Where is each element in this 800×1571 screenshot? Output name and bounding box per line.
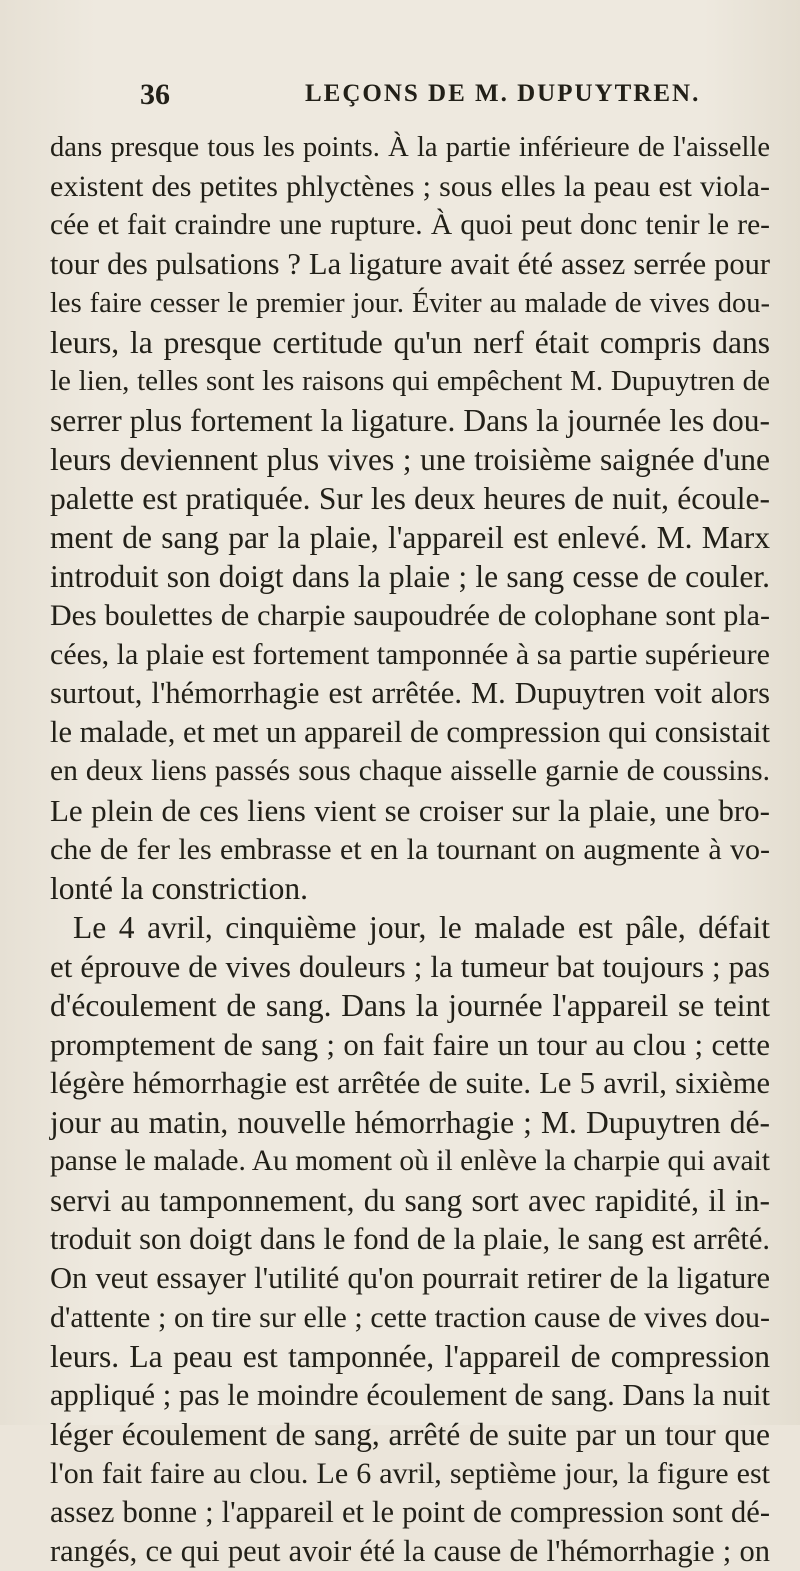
text-line: le lien, telles sont les raisons qui empêchent M. Dupuytren de bbox=[50, 365, 770, 397]
running-head: LEÇONS DE M. DUPUYTREN. bbox=[305, 80, 701, 107]
page-number: 36 bbox=[140, 78, 170, 111]
text-line: d'écoulement de sang. Dans la journée l'appareil se teint bbox=[50, 988, 770, 1023]
text-line: palette est pratiquée. Sur les deux heures de nuit, écoule- bbox=[50, 481, 770, 516]
text-line: assez bonne ; l'appareil et le point de compression sont dé- bbox=[50, 1495, 770, 1529]
page-header bbox=[140, 78, 740, 118]
text-line: tour des pulsations ? La ligature avait été assez serrée pour bbox=[50, 247, 770, 281]
text-line: existent des petites phlyctènes ; sous elles la peau est viola- bbox=[50, 170, 770, 203]
text-line: le malade, et met un appareil de compression qui consistait bbox=[50, 715, 770, 749]
text-line: troduit son doigt dans le fond de la plaie, le sang est arrêté. bbox=[50, 1222, 770, 1256]
text-line: Le 4 avril, cinquième jour, le malade est pâle, défait bbox=[73, 910, 770, 945]
text-line: promptement de sang ; on fait faire un tour au clou ; cette bbox=[50, 1027, 770, 1062]
text-line: et éprouve de vives douleurs ; la tumeur bat toujours ; pas bbox=[50, 949, 770, 984]
text-line: rangés, ce qui peut avoir été la cause de l'hémorrhagie ; on bbox=[50, 1534, 770, 1568]
text-line: l'on fait faire au clou. Le 6 avril, septième jour, la figure est bbox=[50, 1457, 770, 1490]
text-line: d'attente ; on tire sur elle ; cette traction cause de vives dou- bbox=[50, 1301, 770, 1334]
text-line: Des boulettes de charpie saupoudrée de colophane sont pla- bbox=[50, 599, 770, 632]
text-line: cée et fait craindre une rupture. À quoi peut donc tenir le re- bbox=[50, 209, 770, 241]
text-line: ment de sang par la plaie, l'appareil est enlevé. M. Marx bbox=[50, 520, 770, 555]
text-line: serrer plus fortement la ligature. Dans la journée les dou- bbox=[50, 403, 770, 438]
text-line: panse le malade. Au moment où il enlève la charpie qui avait bbox=[50, 1145, 770, 1177]
text-line: On veut essayer l'utilité qu'on pourrait retirer de la ligature bbox=[50, 1261, 770, 1295]
text-line: les faire cesser le premier jour. Éviter au malade de vives dou- bbox=[50, 288, 770, 319]
text-line: introduit son doigt dans la plaie ; le sang cesse de couler. bbox=[50, 559, 770, 594]
text-line: surtout, l'hémorrhagie est arrêtée. M. Dupuytren voit alors bbox=[50, 676, 770, 710]
text-line: servi au tamponnement, du sang sort avec rapidité, il in- bbox=[50, 1183, 770, 1218]
text-line: lonté la constriction. bbox=[50, 871, 309, 906]
text-line: cées, la plaie est fortement tamponnée à sa partie supérieure bbox=[50, 638, 770, 671]
text-line: leurs deviennent plus vives ; une troisième saignée d'une bbox=[50, 442, 770, 477]
text-line: jour au matin, nouvelle hémorrhagie ; M. Dupuytren dé- bbox=[50, 1105, 770, 1140]
text-line: légère hémorrhagie est arrêtée de suite. Le 5 avril, sixième bbox=[50, 1066, 770, 1100]
text-line: che de fer les embrasse et en la tournant on augmente à vo- bbox=[50, 833, 770, 866]
text-line: appliqué ; pas le moindre écoulement de sang. Dans la nuit bbox=[50, 1378, 770, 1412]
text-line: dans presque tous les points. À la partie inférieure de l'aisselle bbox=[50, 132, 770, 163]
body-text bbox=[50, 128, 770, 1571]
text-line: en deux liens passés sous chaque aisselle garnie de coussins. bbox=[50, 755, 770, 787]
text-line: leurs. La peau est tamponnée, l'appareil de compression bbox=[50, 1339, 770, 1374]
text-line: leurs, la presque certitude qu'un nerf était compris dans bbox=[50, 325, 770, 360]
text-line: Le plein de ces liens vient se croiser sur la plaie, une bro- bbox=[50, 793, 770, 828]
text-line: léger écoulement de sang, arrêté de suite par un tour que bbox=[50, 1417, 770, 1452]
